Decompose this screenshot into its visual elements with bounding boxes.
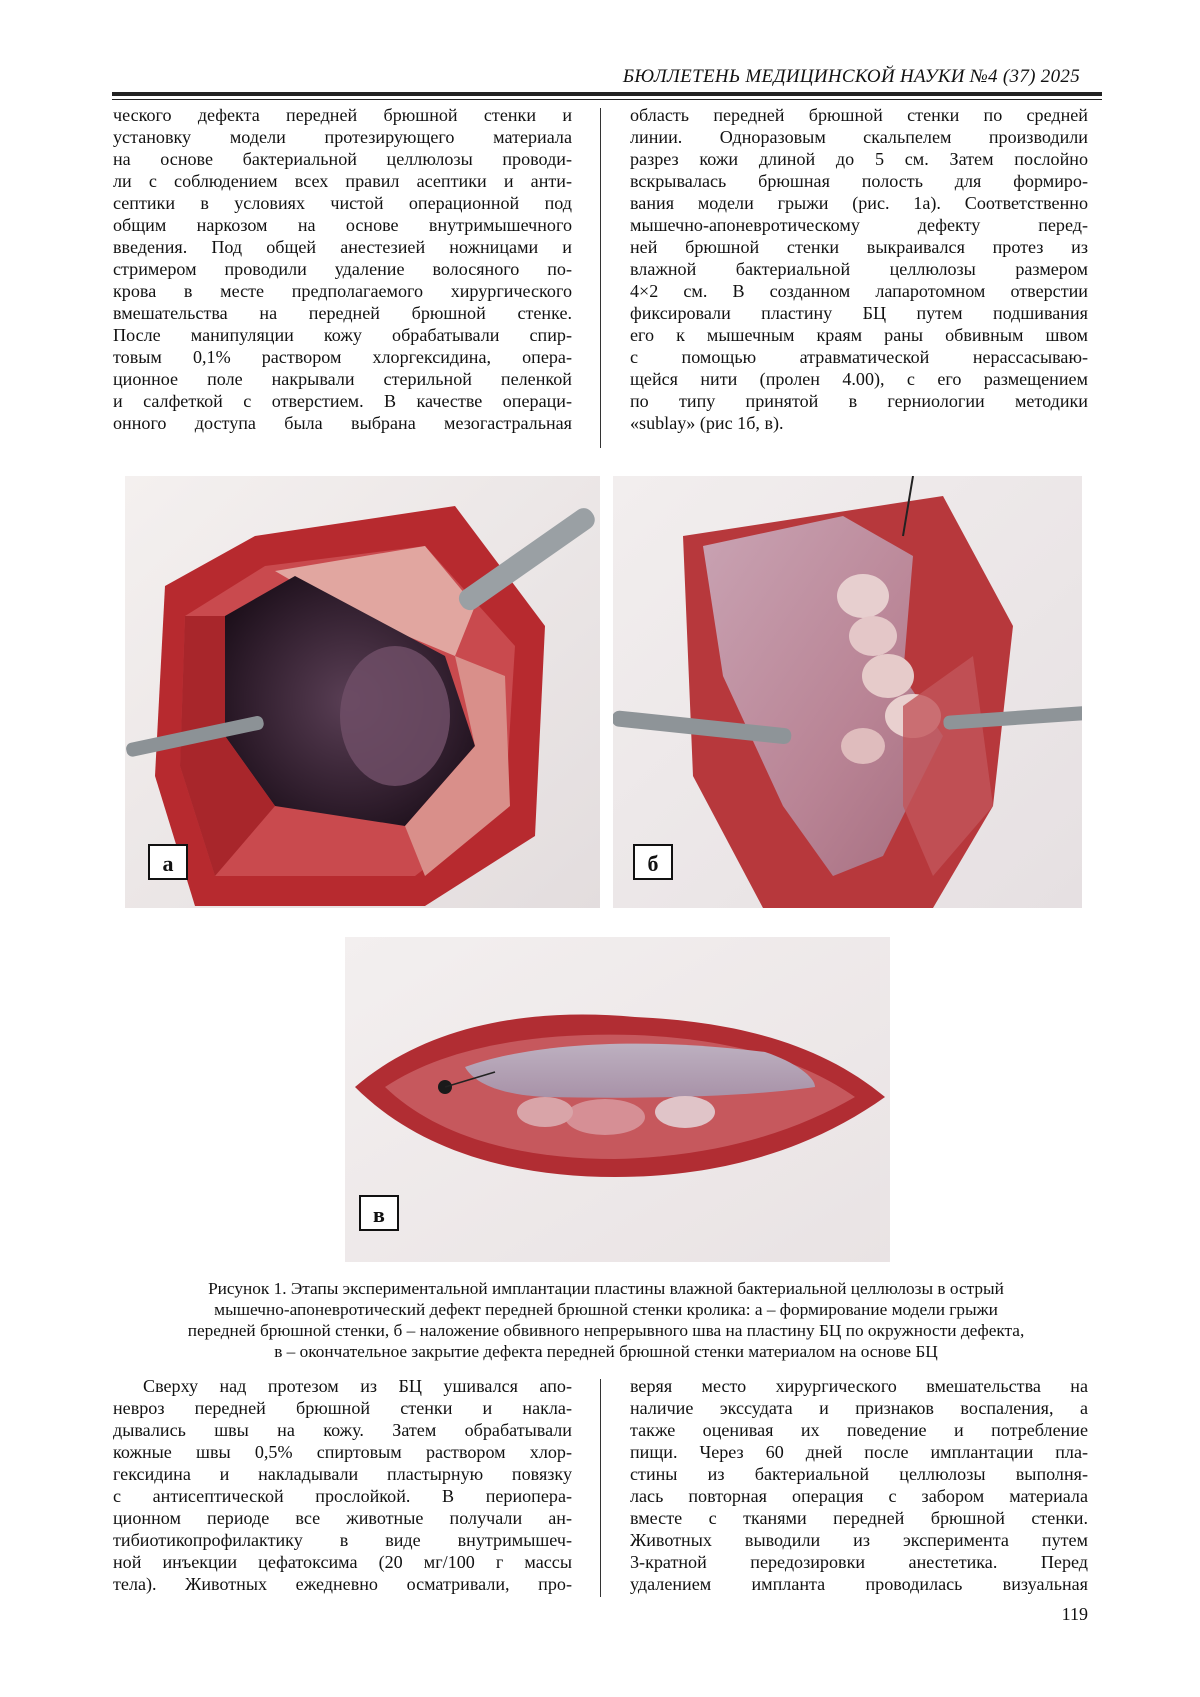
figure-caption — [112, 1278, 1100, 1362]
text-line: разрез кожи длиной до 5 см. Затем послойно — [630, 149, 1088, 169]
text-line: стины из бактериальной целлюлозы выполня- — [630, 1464, 1088, 1484]
text-line: влажной бактериальной целлюлозы размером — [630, 259, 1088, 279]
text-line: кожные швы 0,5% спиртовым раствором хлор- — [113, 1442, 572, 1462]
text-line: Сверху над протезом из БЦ ушивался апо- — [143, 1376, 572, 1396]
bottom-right-column — [630, 1375, 1088, 1595]
text-line: тибиотикопрофилактику в виде внутримышеч- — [113, 1530, 572, 1550]
caption-line: передней брюшной стенки, б – наложение обвивного непрерывного шва на пластину БЦ по окружности дефекта, — [187, 1321, 1025, 1340]
page-number: 119 — [1061, 1604, 1088, 1624]
text-line: невроз передней брюшной стенки и накла- — [113, 1398, 572, 1418]
text-line: удалением импланта проводилась визуальная — [630, 1574, 1088, 1594]
text-line: Животных выводили из эксперимента путем — [630, 1530, 1088, 1550]
text-line: и салфеткой с отверстием. В качестве операци- — [113, 391, 572, 411]
text-line: ней брюшной стенки выкраивался протез из — [630, 237, 1088, 257]
column-divider-top — [600, 108, 601, 448]
text-line: тела). Животных ежедневно осматривали, про- — [113, 1574, 572, 1594]
text-line: ционное поле накрывали стерильной пеленкой — [113, 369, 572, 389]
text-line: пищи. Через 60 дней после имплантации пла- — [630, 1442, 1088, 1462]
figure-photo-a — [125, 476, 600, 908]
text-line: вмешательства на передней брюшной стенке. — [113, 303, 572, 323]
top-right-column — [630, 104, 1088, 434]
text-line: 3-кратной передозировки анестетика. Перед — [630, 1552, 1088, 1572]
text-line: введения. Под общей анестезией ножницами и — [113, 237, 572, 257]
text-line: установку модели протезирующего материала — [113, 127, 572, 147]
text-line: линии. Одноразовым скальпелем производили — [630, 127, 1088, 147]
text-line: «sublay» (рис 1б, в). — [630, 413, 784, 433]
caption-line: мышечно-апоневротический дефект передней брюшной стенки кролика: а – формирование модели грыжи — [214, 1300, 998, 1319]
text-line: ционном периоде все животные получали ан- — [113, 1508, 572, 1528]
header-rule-thin — [112, 99, 1102, 100]
text-line: наличие экссудата и признаков воспаления, а — [630, 1398, 1088, 1418]
text-line: с антисептической прослойкой. В периопера- — [113, 1486, 572, 1506]
surgical-photo-c — [345, 937, 890, 1262]
text-line: на основе бактериальной целлюлозы проводи- — [113, 149, 572, 169]
figure-photo-b — [613, 476, 1082, 908]
text-line: веряя место хирургического вмешательства на — [630, 1376, 1088, 1396]
surgical-photo-b — [613, 476, 1082, 908]
text-line: лась повторная операция с забором материала — [630, 1486, 1088, 1506]
text-line: область передней брюшной стенки по средней — [630, 105, 1088, 125]
text-line: дывались швы на кожу. Затем обрабатывали — [113, 1420, 572, 1440]
caption-line: Рисунок 1. Этапы экспериментальной имплантации пластины влажной бактериальной целлюлозы в острый — [208, 1279, 1004, 1298]
header-rule-thick — [112, 92, 1102, 96]
text-line: мышечно-апоневротическому дефекту перед- — [630, 215, 1088, 235]
surgical-photo-a — [125, 476, 600, 908]
text-line: также оценивая их поведение и потребление — [630, 1420, 1088, 1440]
text-line: гексидина и накладывали пластырную повязку — [113, 1464, 572, 1484]
figure-label-c: в — [359, 1195, 399, 1231]
text-line: После манипуляции кожу обрабатывали спир- — [113, 325, 572, 345]
text-line: 4×2 см. В созданном лапаротомном отверстии — [630, 281, 1088, 301]
text-line: товым 0,1% раствором хлоргексидина, опера- — [113, 347, 572, 367]
text-line: онного доступа была выбрана мезогастральная — [113, 413, 572, 433]
text-line: стримером проводили удаление волосяного по- — [113, 259, 572, 279]
text-line: ли с соблюдением всех правил асептики и анти- — [113, 171, 572, 191]
text-line: по типу принятой в герниологии методики — [630, 391, 1088, 411]
text-line: его к мышечным краям раны обвивным швом — [630, 325, 1088, 345]
text-line: фиксировали пластину БЦ путем подшивания — [630, 303, 1088, 323]
caption-line: в – окончательное закрытие дефекта передней брюшной стенки материалом на основе БЦ — [274, 1342, 938, 1361]
journal-header-title: БЮЛЛЕТЕНЬ МЕДИЦИНСКОЙ НАУКИ №4 (37) 2025 — [622, 66, 1080, 87]
text-line: вскрывалась брюшная полость для формиро- — [630, 171, 1088, 191]
figure-label-b: б — [633, 844, 673, 880]
text-line: общим наркозом на основе внутримышечного — [113, 215, 572, 235]
top-left-column — [113, 104, 572, 434]
text-line: вместе с тканями передней брюшной стенки. — [630, 1508, 1088, 1528]
text-line: вания модели грыжи (рис. 1а). Соответственно — [630, 193, 1088, 213]
text-line: с помощью атравматической нерассасываю- — [630, 347, 1088, 367]
text-line: щейся нити (пролен 4.00), с его размещением — [630, 369, 1088, 389]
text-line: септики в условиях чистой операционной под — [113, 193, 572, 213]
text-line: ческого дефекта передней брюшной стенки и — [113, 105, 572, 125]
bottom-left-column — [113, 1375, 572, 1595]
figure-photo-c — [345, 937, 890, 1262]
column-divider-bottom — [600, 1379, 601, 1597]
text-line: ной инъекции цефатоксима (20 мг/100 г массы — [113, 1552, 572, 1572]
figure-label-a: а — [148, 844, 188, 880]
text-line: крова в месте предполагаемого хирургического — [113, 281, 572, 301]
